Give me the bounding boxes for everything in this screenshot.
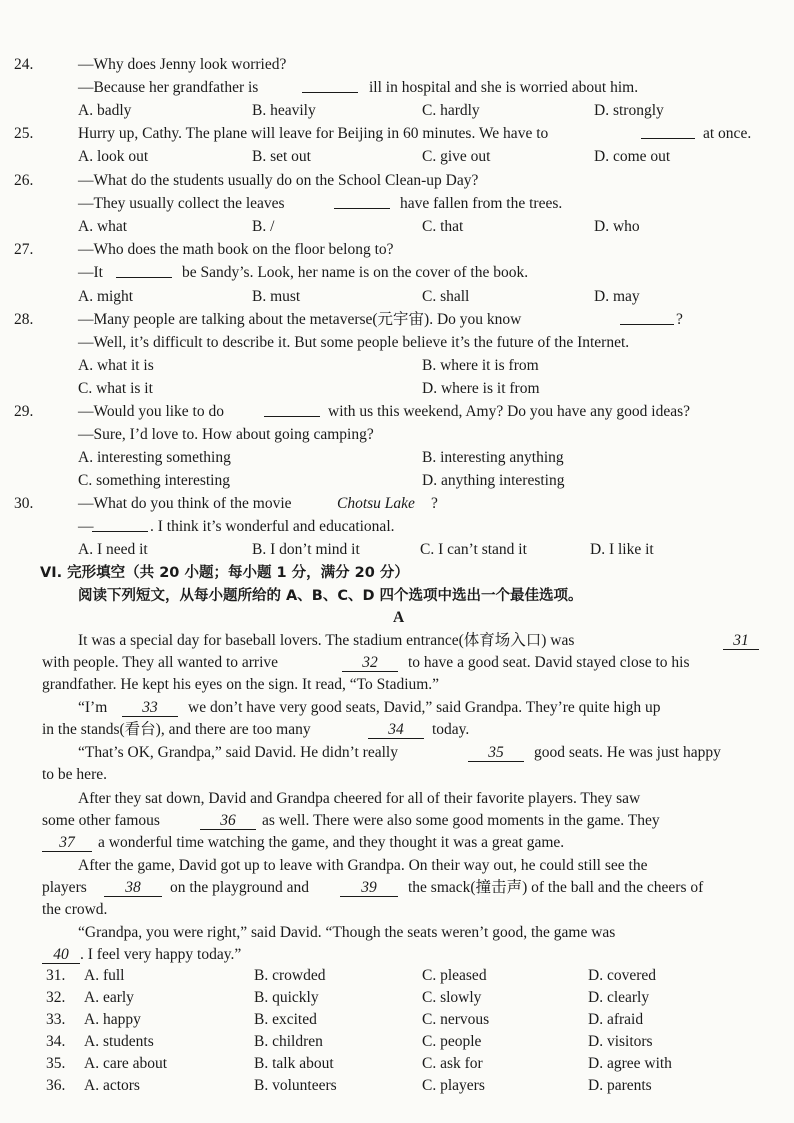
option-c: C. I can’t stand it: [420, 541, 527, 558]
passage-line: some other famous 36 as well. There were also some good moments in the game. They: [0, 810, 794, 832]
passage-label: A: [393, 609, 405, 626]
option-c: C. people: [422, 1033, 482, 1050]
options-29: [0, 447, 794, 469]
question-line: —Well, it’s difficult to describe it. But some people believe it’s the future of the Internet.: [78, 334, 630, 351]
option-c: C. that: [422, 218, 464, 235]
answer-blank: [264, 401, 320, 424]
passage-line: to be here.: [42, 766, 107, 783]
options-27: [0, 286, 794, 308]
passage-line: After the game, David got up to leave with Grandpa. On their way out, he could still see the: [78, 857, 648, 874]
option-b: B. interesting anything: [422, 449, 564, 466]
question-line: —What do the students usually do on the School Clean-up Day?: [78, 172, 479, 189]
cloze-blank: 32: [342, 652, 398, 674]
passage-line: After they sat down, David and Grandpa cheered for all of their favorite players. They saw: [78, 790, 641, 807]
option-d: D. clearly: [588, 989, 650, 1006]
question-line: with us this weekend, Amy? Do you have any good ideas?: [328, 403, 691, 420]
option-a: A. full: [84, 967, 125, 984]
answer-blank: [92, 516, 148, 539]
option-d: D. come out: [594, 148, 671, 165]
option-a: A. I need it: [78, 541, 148, 558]
cloze-blank: 34: [368, 719, 424, 741]
cloze-blank: 38: [104, 877, 162, 899]
question-number: 24.: [14, 56, 34, 73]
movie-title: Chotsu Lake: [337, 495, 415, 512]
option-a: A. happy: [84, 1011, 141, 1028]
option-d: D. where is it from: [422, 380, 540, 397]
question-number: 30.: [14, 495, 34, 512]
passage-line: “Grandpa, you were right,” said David. “Though the seats weren’t good, the game was: [78, 924, 616, 941]
option-c: C. nervous: [422, 1011, 490, 1028]
option-c: C. pleased: [422, 967, 487, 984]
options-26: [0, 216, 794, 238]
option-d: D. afraid: [588, 1011, 644, 1028]
question-30: [0, 493, 794, 515]
question-line: —They usually collect the leaves: [78, 195, 285, 212]
option-c: C. what is it: [78, 380, 153, 397]
question-line: be Sandy’s. Look, her name is on the cover of the book.: [182, 264, 529, 281]
question-number: 27.: [14, 241, 34, 258]
question-line: have fallen from the trees.: [400, 195, 563, 212]
option-b: B. where it is from: [422, 357, 539, 374]
question-line: ?: [676, 311, 683, 328]
question-26: [0, 170, 794, 192]
cloze-options-33: [0, 1009, 794, 1031]
option-a: A. students: [84, 1033, 154, 1050]
question-number: 29.: [14, 403, 34, 420]
option-d: D. strongly: [594, 102, 664, 119]
question-line: ?: [431, 495, 438, 512]
question-24: [0, 54, 794, 76]
question-number: 26.: [14, 172, 34, 189]
option-b: B. must: [252, 288, 301, 305]
option-d: D. covered: [588, 967, 656, 984]
passage-line: players 38 on the playground and 39 the smack(撞击声) of the ball and the cheers of: [0, 877, 794, 899]
option-b: B. volunteers: [254, 1077, 337, 1094]
question-line: —Many people are talking about the metaverse(元宇宙). Do you know: [78, 311, 522, 328]
option-c: C. players: [422, 1077, 485, 1094]
option-b: B. children: [254, 1033, 323, 1050]
option-b: B. heavily: [252, 102, 316, 119]
option-b: B. quickly: [254, 989, 319, 1006]
cloze-options-36: [0, 1075, 794, 1097]
option-a: A. care about: [84, 1055, 168, 1072]
option-d: D. may: [594, 288, 640, 305]
option-c: C. hardly: [422, 102, 480, 119]
passage-line: grandfather. He kept his eyes on the sign. It read, “To Stadium.”: [42, 676, 440, 693]
passage-line: “That’s OK, Grandpa,” said David. He didn’t really 35 good seats. He was just happy: [0, 742, 794, 764]
question-line: —Sure, I’d love to. How about going camping?: [78, 426, 374, 443]
option-a: A. interesting something: [78, 449, 231, 466]
cloze-blank: 40: [42, 944, 80, 966]
option-c: C. shall: [422, 288, 470, 305]
answer-blank: [620, 309, 674, 332]
question-line: —What do you think of the movie: [78, 495, 292, 512]
passage-line: 37 a wonderful time watching the game, and they thought it was a great game.: [0, 832, 794, 854]
answer-blank: [334, 193, 390, 216]
option-d: D. agree with: [588, 1055, 672, 1072]
option-b: B. /: [252, 218, 275, 235]
question-line: at once.: [703, 125, 752, 142]
passage-line: It was a special day for baseball lovers. The stadium entrance(体育场入口) was 31: [0, 630, 794, 652]
option-a: A. early: [84, 989, 134, 1006]
option-d: D. anything interesting: [422, 472, 565, 489]
question-line: —Because her grandfather is: [78, 79, 259, 96]
option-a: A. what: [78, 218, 128, 235]
option-c: C. slowly: [422, 989, 482, 1006]
answer-blank: [641, 123, 695, 146]
question-line: —Why does Jenny look worried?: [78, 56, 287, 73]
option-d: D. visitors: [588, 1033, 653, 1050]
cloze-options-31: [0, 965, 794, 987]
question-number: 35.: [46, 1055, 66, 1072]
cloze-blank: 33: [122, 697, 178, 719]
option-a: A. badly: [78, 102, 132, 119]
passage-line: “I’m 33 we don’t have very good seats, David,” said Grandpa. They’re quite high up: [0, 697, 794, 719]
question-number: 28.: [14, 311, 34, 328]
cloze-blank: 31: [723, 630, 759, 652]
question-28: [0, 309, 794, 331]
question-line: —Would you like to do: [78, 403, 224, 420]
options-24: [0, 100, 794, 122]
question-number: 31.: [46, 967, 66, 984]
options-28: [0, 355, 794, 377]
question-number: 34.: [46, 1033, 66, 1050]
cloze-blank: 35: [468, 742, 524, 764]
cloze-blank: 36: [200, 810, 256, 832]
section-instruction: 阅读下列短文，从每小题所给的 A、B、C、D 四个选项中选出一个最佳选项。: [78, 588, 583, 604]
question-number: 32.: [46, 989, 66, 1006]
option-d: D. I like it: [590, 541, 654, 558]
question-27: [0, 239, 794, 261]
passage-line: in the stands(看台), and there are too many 34 today.: [0, 719, 794, 741]
option-c: C. give out: [422, 148, 491, 165]
question-number: 25.: [14, 125, 34, 142]
cloze-blank: 39: [340, 877, 398, 899]
option-b: B. set out: [252, 148, 311, 165]
passage-line: 40 . I feel very happy today.”: [0, 944, 794, 966]
answer-blank: [116, 262, 172, 285]
question-29: [0, 401, 794, 423]
cloze-options-32: [0, 987, 794, 1009]
question-line: —It: [78, 264, 103, 281]
option-d: D. who: [594, 218, 640, 235]
option-b: B. excited: [254, 1011, 317, 1028]
cloze-blank: 37: [42, 832, 92, 854]
option-a: A. actors: [84, 1077, 140, 1094]
cloze-options-34: [0, 1031, 794, 1053]
option-a: A. what it is: [78, 357, 154, 374]
section-heading: VI. 完形填空（共 20 小题；每小题 1 分，满分 20 分）: [40, 565, 409, 581]
option-a: A. look out: [78, 148, 149, 165]
option-b: B. I don’t mind it: [252, 541, 360, 558]
question-25: [0, 123, 794, 145]
question-number: 36.: [46, 1077, 66, 1094]
question-line: —Who does the math book on the floor belong to?: [78, 241, 394, 258]
passage-line: the crowd.: [42, 901, 108, 918]
options-25: [0, 146, 794, 168]
option-b: B. talk about: [254, 1055, 334, 1072]
option-a: A. might: [78, 288, 134, 305]
options-30: [0, 539, 794, 561]
question-line: Hurry up, Cathy. The plane will leave for Beijing in 60 minutes. We have to: [78, 125, 549, 142]
question-line: . I think it’s wonderful and educational.: [150, 518, 395, 535]
question-line: —: [78, 518, 94, 535]
option-b: B. crowded: [254, 967, 326, 984]
question-line: ill in hospital and she is worried about him.: [369, 79, 639, 96]
question-number: 33.: [46, 1011, 66, 1028]
answer-blank: [302, 77, 358, 100]
option-c: C. ask for: [422, 1055, 483, 1072]
option-c: C. something interesting: [78, 472, 230, 489]
cloze-options-35: [0, 1053, 794, 1075]
option-d: D. parents: [588, 1077, 652, 1094]
passage-line: with people. They all wanted to arrive 32 to have a good seat. David stayed close to his: [0, 652, 794, 674]
